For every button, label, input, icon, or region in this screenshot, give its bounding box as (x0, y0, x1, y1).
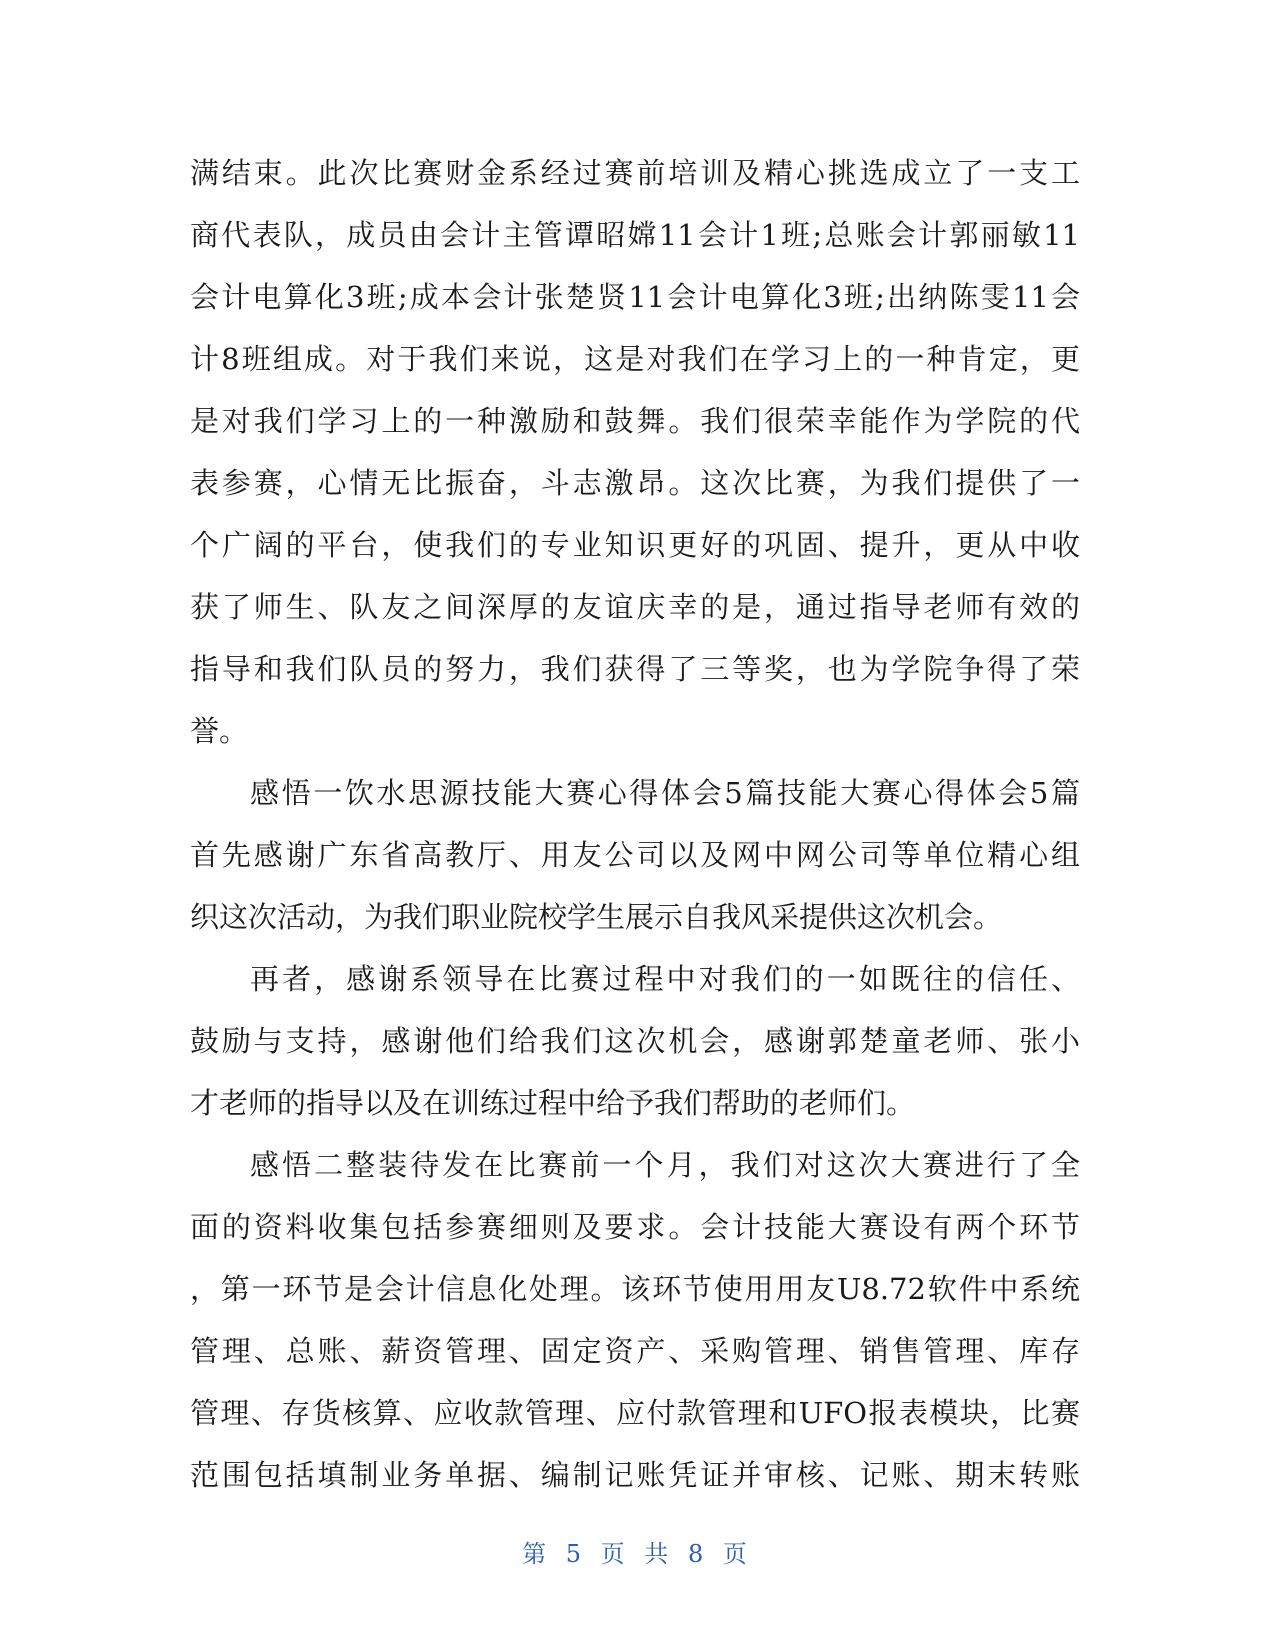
text-line: 织这次活动，为我们职业院校学生展示自我风采提供这次机会。 (190, 900, 1003, 934)
text-line: 鼓励与支持，感谢他们给我们这次机会，感谢郭楚童老师、张小 (190, 1024, 1080, 1058)
text-line: 首先感谢广东省高教厅、用友公司以及网中网公司等单位精心组 (190, 838, 1080, 872)
text-line: ，第一环节是会计信息化处理。该环节使用用友U8.72软件中系统 (190, 1272, 1080, 1306)
text-line: 感悟一饮水思源技能大赛心得体会5篇技能大赛心得体会5篇 (250, 776, 1080, 810)
text-line: 会计电算化3班;成本会计张楚贤11会计电算化3班;出纳陈雯11会 (190, 280, 1080, 314)
page-footer: 第 5 页 共 8 页 (522, 1540, 753, 1568)
text-line: 表参赛，心情无比振奋，斗志激昂。这次比赛，为我们提供了一 (190, 466, 1080, 500)
text-line: 再者，感谢系领导在比赛过程中对我们的一如既往的信任、 (250, 962, 1080, 996)
text-line: 管理、总账、薪资管理、固定资产、采购管理、销售管理、库存 (190, 1334, 1080, 1368)
document-body (190, 142, 1080, 1506)
text-line: 誉。 (190, 714, 249, 748)
text-line: 面的资料收集包括参赛细则及要求。会计技能大赛设有两个环节 (190, 1210, 1080, 1244)
text-line: 管理、存货核算、应收款管理、应付款管理和UFO报表模块，比赛 (190, 1396, 1080, 1430)
text-line: 商代表队，成员由会计主管谭昭嫦11会计1班;总账会计郭丽敏11 (190, 218, 1080, 252)
text-line: 才老师的指导以及在训练过程中给予我们帮助的老师们。 (190, 1086, 916, 1120)
text-line: 获了师生、队友之间深厚的友谊庆幸的是，通过指导老师有效的 (190, 590, 1080, 624)
text-line: 感悟二整装待发在比赛前一个月，我们对这次大赛进行了全 (250, 1148, 1080, 1182)
text-line: 是对我们学习上的一种激励和鼓舞。我们很荣幸能作为学院的代 (190, 404, 1080, 438)
text-line: 计8班组成。对于我们来说，这是对我们在学习上的一种肯定，更 (190, 342, 1080, 376)
text-line: 个广阔的平台，使我们的专业知识更好的巩固、提升，更从中收 (190, 528, 1080, 562)
text-line: 范围包括填制业务单据、编制记账凭证并审核、记账、期末转账 (190, 1458, 1080, 1492)
text-line: 满结束。此次比赛财金系经过赛前培训及精心挑选成立了一支工 (190, 156, 1080, 190)
text-line: 指导和我们队员的努力，我们获得了三等奖，也为学院争得了荣 (190, 652, 1080, 686)
